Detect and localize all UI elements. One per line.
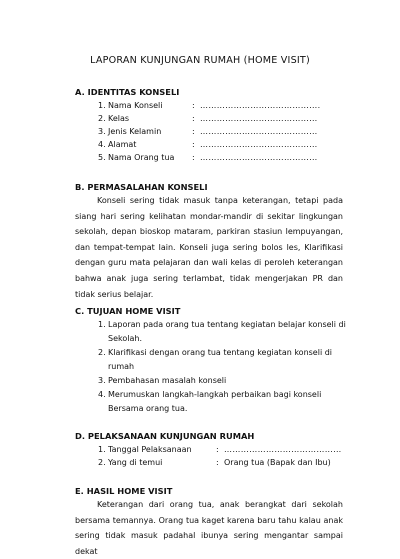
goal-text: Merumuskan langkah-langkah perbaikan bagi konseli — [108, 390, 322, 399]
goal-number: 4. — [98, 390, 106, 399]
result-text: Keterangan dari orang tua, anak berangkat dari sekolah bersama temannya. Orang tua kaget karena baru tahu kalau anak sering tidak masuk padahal ibunya sering mengantar sampai dekat — [75, 500, 343, 556]
field-value: Orang tua (Bapak dan Ibu) — [224, 458, 331, 467]
problem-text: Konseli sering tidak masuk tanpa keterangan, tetapi pada siang hari sering kelihatan mondar-mandir di sekitar lingkungan sekolah, depan bioskop mataram, parkiran stasiun lempuyangan, dan tempat-tempat lain. Konseli juga sering bolos les, Klarifikasi dengan guru mata pelajaran dan wali kelas di peroleh keterangan bahwa anak juga sering terlambat, tidak mengerjakan PR dan tidak serius belajar. — [75, 196, 343, 299]
field-colon: : — [216, 445, 219, 454]
field-label: Jenis Kelamin — [108, 127, 162, 136]
field-value: ……………………………………. — [200, 101, 321, 110]
field-colon: : — [216, 458, 219, 467]
goal-number: 1. — [98, 320, 106, 329]
field-label: Kelas — [108, 114, 130, 123]
field-value: …………………………………… — [200, 114, 318, 123]
document-title: LAPORAN KUNJUNGAN RUMAH (HOME VISIT) — [90, 55, 310, 66]
goal-text: Bersama orang tua. — [108, 404, 188, 413]
goal-number: 2. — [98, 348, 106, 357]
field-label: Tanggal Pelaksanaan — [108, 445, 192, 454]
problem-paragraph — [75, 193, 343, 302]
section-a-heading: A. IDENTITAS KONSELI — [75, 87, 180, 97]
field-label: Yang di temui — [108, 458, 163, 467]
section-e-heading: E. HASIL HOME VISIT — [75, 486, 173, 496]
goal-text: Laporan pada orang tua tentang kegiatan belajar konseli di — [108, 320, 346, 329]
field-number: 2. — [98, 114, 106, 123]
field-number: 3. — [98, 127, 106, 136]
field-value: …………………………………… — [200, 153, 318, 162]
goal-text: rumah — [108, 362, 135, 371]
section-d-heading: D. PELAKSANAAN KUNJUNGAN RUMAH — [75, 431, 255, 441]
field-number: 1. — [98, 445, 106, 454]
field-colon: : — [192, 114, 195, 123]
section-b-heading: B. PERMASALAHAN KONSELI — [75, 182, 208, 192]
goal-text: Klarifikasi dengan orang tua tentang kegiatan konseli di — [108, 348, 333, 357]
field-value: …………………………………… — [200, 127, 318, 136]
goal-text: Pembahasan masalah konseli — [108, 376, 227, 385]
field-number: 4. — [98, 140, 106, 149]
field-number: 5. — [98, 153, 106, 162]
goal-number: 3. — [98, 376, 106, 385]
field-value: …………………………………… — [200, 140, 318, 149]
field-colon: : — [192, 140, 195, 149]
section-c-heading: C. TUJUAN HOME VISIT — [75, 306, 181, 316]
goal-text: Sekolah. — [108, 334, 142, 343]
field-value: …………………………………… — [224, 445, 342, 454]
field-colon: : — [192, 127, 195, 136]
field-number: 2. — [98, 458, 106, 467]
field-label: Nama Orang tua — [108, 153, 175, 162]
field-label: Nama Konseli — [108, 101, 163, 110]
field-label: Alamat — [108, 140, 137, 149]
field-colon: : — [192, 101, 195, 110]
field-number: 1. — [98, 101, 106, 110]
field-colon: : — [192, 153, 195, 162]
